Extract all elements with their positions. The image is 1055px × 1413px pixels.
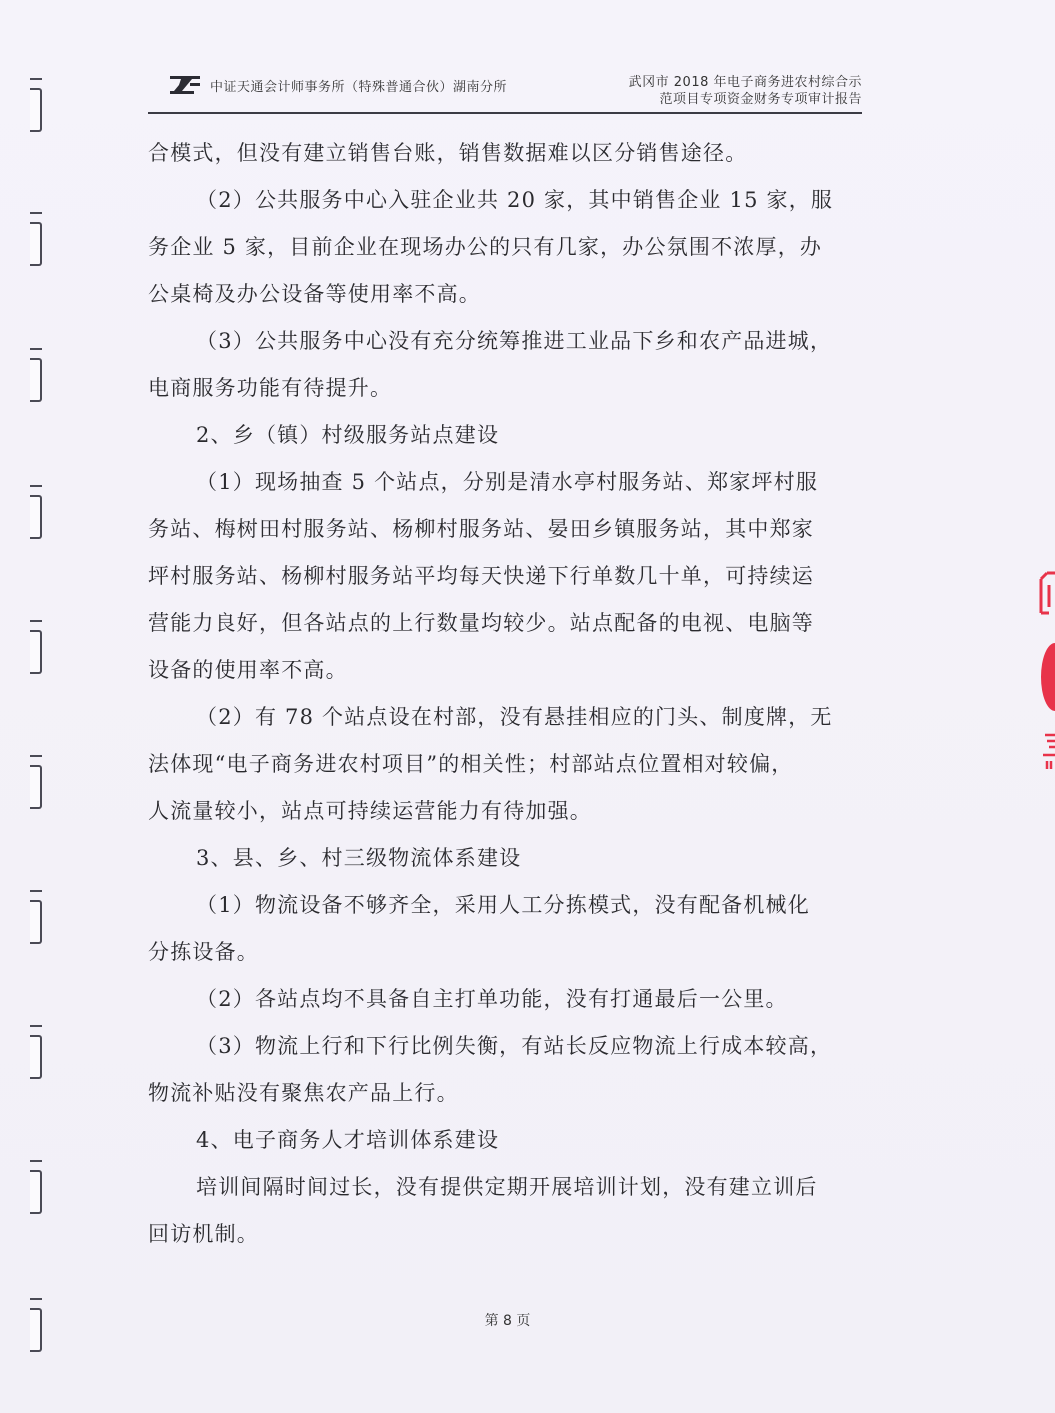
binding-hole	[30, 88, 42, 132]
text-line: 法体现“电子商务进农村项目”的相关性；村部站点位置相对较偏，	[148, 752, 794, 776]
text-line: 人流量较小，站点可持续运营能力有待加强。	[148, 799, 592, 823]
binding-tick	[30, 212, 42, 214]
binding-tick	[30, 755, 42, 757]
paragraph-line: 培训间隔时间过长，没有提供定期开展培训计划，没有建立训后	[196, 1175, 818, 1199]
text-line: 分拣设备。	[148, 940, 259, 964]
firm-name: 中证天通会计师事务所（特殊普通合伙）湖南分所	[210, 80, 508, 95]
text-line: 回访机制。	[148, 1222, 259, 1246]
report-title-line: 武冈市 2018 年电子商务进农村综合示	[628, 75, 862, 90]
binding-tick	[30, 1160, 42, 1162]
text-line: 合模式，但没有建立销售台账，销售数据难以区分销售途径。	[148, 141, 748, 165]
binding-hole	[30, 222, 42, 266]
text-line: 设备的使用率不高。	[148, 658, 348, 682]
binding-tick	[30, 1298, 42, 1300]
text-line: 物流补贴没有聚焦农产品上行。	[148, 1081, 459, 1105]
binding-hole	[30, 1170, 42, 1214]
red-seal-fragment-icon	[1025, 565, 1055, 775]
firm-logo-icon	[168, 74, 202, 96]
report-title	[592, 74, 862, 108]
section-heading: 3、县、乡、村三级物流体系建设	[196, 846, 522, 870]
binding-hole	[30, 765, 42, 809]
paragraph-line: （2）有 78 个站点设在村部，没有悬挂相应的门头、制度牌，无	[196, 705, 833, 729]
binding-tick	[30, 620, 42, 622]
text-line: 公桌椅及办公设备等使用率不高。	[148, 282, 481, 306]
section-heading: 2、乡（镇）村级服务站点建设	[196, 423, 500, 447]
paragraph-line: （1）现场抽查 5 个站点，分别是清水亭村服务站、郑家坪村服	[196, 470, 819, 494]
page-number: 第 8 页	[484, 1313, 531, 1329]
text-line: 务企业 5 家，目前企业在现场办公的只有几家，办公氛围不浓厚，办	[148, 235, 823, 259]
binding-hole	[30, 630, 42, 674]
report-title-line: 范项目专项资金财务专项审计报告	[659, 92, 862, 107]
paragraph-line: （1）物流设备不够齐全，采用人工分拣模式，没有配备机械化	[196, 893, 810, 917]
binding-tick	[30, 485, 42, 487]
binding-holes	[30, 60, 46, 1380]
binding-hole	[30, 1035, 42, 1079]
section-heading: 4、电子商务人才培训体系建设	[196, 1128, 500, 1152]
binding-hole	[30, 900, 42, 944]
paragraph-line: （2）各站点均不具备自主打单功能，没有打通最后一公里。	[196, 987, 788, 1011]
text-line: 务站、梅树田村服务站、杨柳村服务站、晏田乡镇服务站，其中郑家	[148, 517, 814, 541]
binding-tick	[30, 890, 42, 892]
body-text	[148, 130, 864, 1258]
text-line: 坪村服务站、杨柳村服务站平均每天快递下行单数几十单，可持续运	[148, 564, 814, 588]
text-line: 电商服务功能有待提升。	[148, 376, 393, 400]
paragraph-line: （3）公共服务中心没有充分统筹推进工业品下乡和农产品进城，	[196, 329, 833, 353]
binding-tick	[30, 78, 42, 80]
binding-tick	[30, 1025, 42, 1027]
page-header	[148, 68, 862, 114]
binding-hole	[30, 358, 42, 402]
text-line: 营能力良好，但各站点的上行数量均较少。站点配备的电视、电脑等	[148, 611, 814, 635]
paragraph-line: （3）物流上行和下行比例失衡，有站长反应物流上行成本较高，	[196, 1034, 833, 1058]
paragraph-line: （2）公共服务中心入驻企业共 20 家，其中销售企业 15 家，服	[196, 188, 834, 212]
binding-hole	[30, 495, 42, 539]
binding-tick	[30, 348, 42, 350]
